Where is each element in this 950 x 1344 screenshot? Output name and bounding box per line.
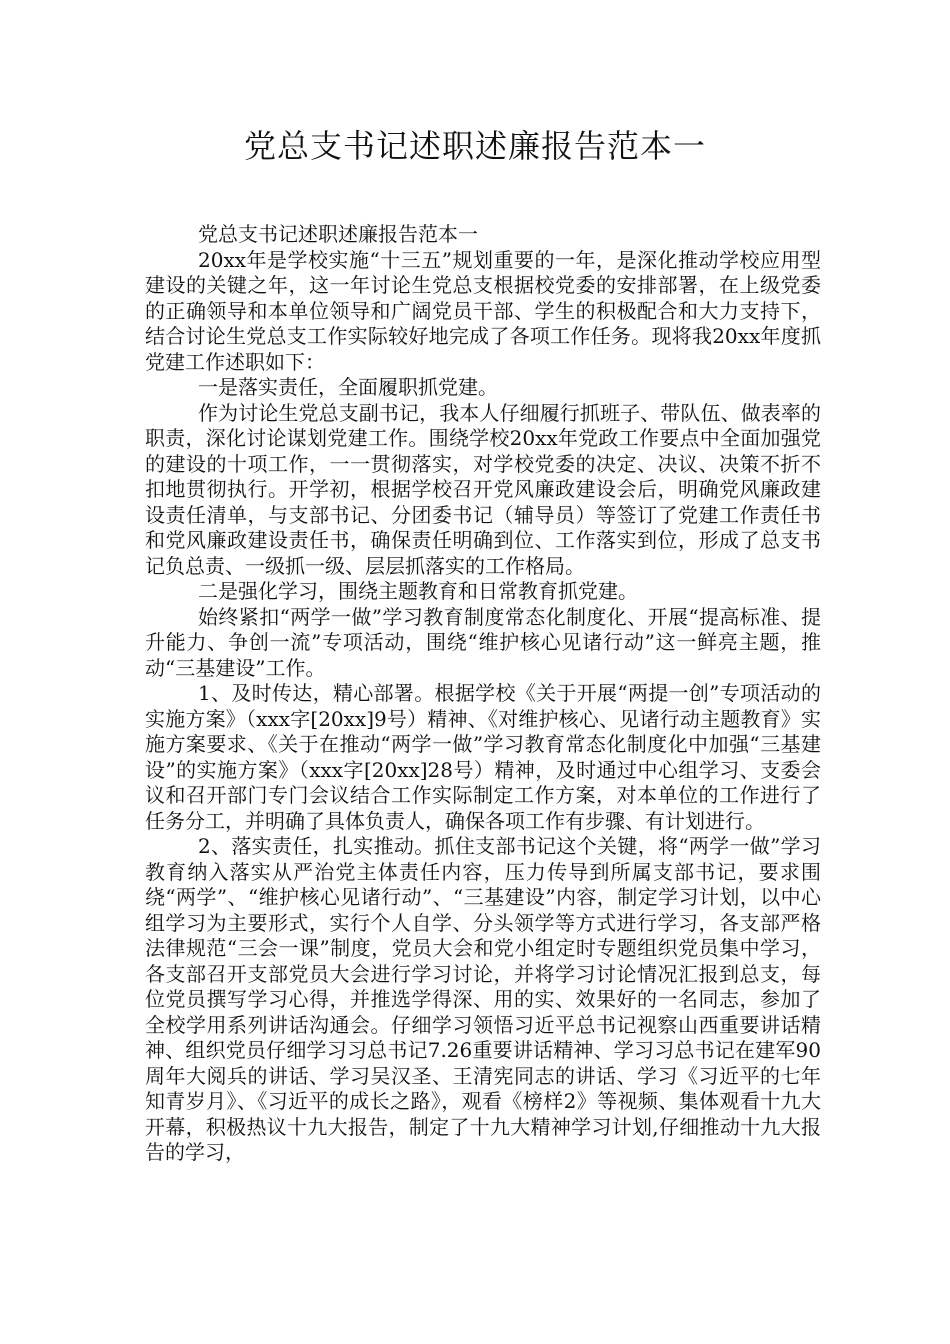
body-paragraph: 1、及时传达，精心部署。根据学校《关于开展“两提一创”专项活动的实施方案》（xxx字[20xx]9号）精神、《对维护核心、见诸行动主题教育》实施方案要求、《关于在推动“两学一做”学习教育常态化制度化中加强“三基建设”的实施方案》（xxx字[20xx]28号）精神，及时通过中心组学习、支委会议和召开部门专门会议结合工作实际制定工作方案，对本单位的工作进行了任务分工，并明确了具体负责人，确保各项工作有步骤、有计划进行。 — [145, 681, 821, 833]
body-paragraph: 2、落实责任，扎实推动。抓住支部书记这个关键，将“两学一做”学习教育纳入落实从严治党主体责任内容，压力传导到所属支部书记，要求围绕“两学”、“维护核心见诸行动”、“三基建设”内容，制定学习计划，以中心组学习为主要形式，实行个人自学、分头领学等方式进行学习，各支部严格法律规范“三会一课”制度，党员大会和党小组定时专题组织党员集中学习，各支部召开支部党员大会进行学习讨论，并将学习讨论情况汇报到总支，每位党员撰写学习心得，并推选学得深、用的实、效果好的一名同志，参加了全校学用系列讲话沟通会。仔细学习领悟习近平总书记视察山西重要讲话精神、组织党员仔细学习习总书记7.26重要讲话精神、学习习总书记在建军90周年大阅兵的讲话、学习吴汉圣、王清宪同志的讲话、学习《习近平的七年知青岁月》、《习近平的成长之路》，观看《榜样2》等视频、集体观看十九大开幕，积极热议十九大报告，制定了十九大精神学习计划,仔细推动十九大报告的学习， — [145, 834, 821, 1164]
document-title: 党总支书记述职述廉报告范本一 — [243, 127, 706, 165]
section-heading: 一是落实责任，全面履职抓党建。 — [198, 375, 498, 399]
body-paragraph: 始终紧扣“两学一做”学习教育制度常态化制度化、开展“提高标准、提升能力、争创一流”专项活动，围绕“维护核心见诸行动”这一鲜亮主题，推动“三基建设”工作。 — [145, 604, 821, 680]
body-paragraph: 20xx年是学校实施“十三五”规划重要的一年，是深化推动学校应用型建设的关键之年，这一年讨论生党总支根据校党委的安排部署，在上级党委的正确领导和本单位领导和广阔党员干部、学生的积极配合和大力支持下，结合讨论生党总支工作实际较好地完成了各项工作任务。现将我20xx年度抓党建工作述职如下： — [145, 247, 821, 374]
document-body — [145, 222, 821, 1166]
body-paragraph: 作为讨论生党总支副书记，我本人仔细履行抓班子、带队伍、做表率的职责，深化讨论谋划党建工作。围绕学校20xx年党政工作要点中全面加强党的建设的十项工作，一一贯彻落实，对学校党委的决定、决议、决策不折不扣地贯彻执行。开学初，根据学校召开党风廉政建设会后，明确党风廉政建设责任清单，与支部书记、分团委书记（辅导员）等签订了党建工作责任书和党风廉政建设责任书，确保责任明确到位、工作落实到位，形成了总支书记负总责、一级抓一级、层层抓落实的工作格局。 — [145, 400, 821, 578]
section-heading: 二是强化学习，围绕主题教育和日常教育抓党建。 — [198, 579, 638, 603]
body-paragraph: 党总支书记述职述廉报告范本一 — [198, 222, 478, 246]
